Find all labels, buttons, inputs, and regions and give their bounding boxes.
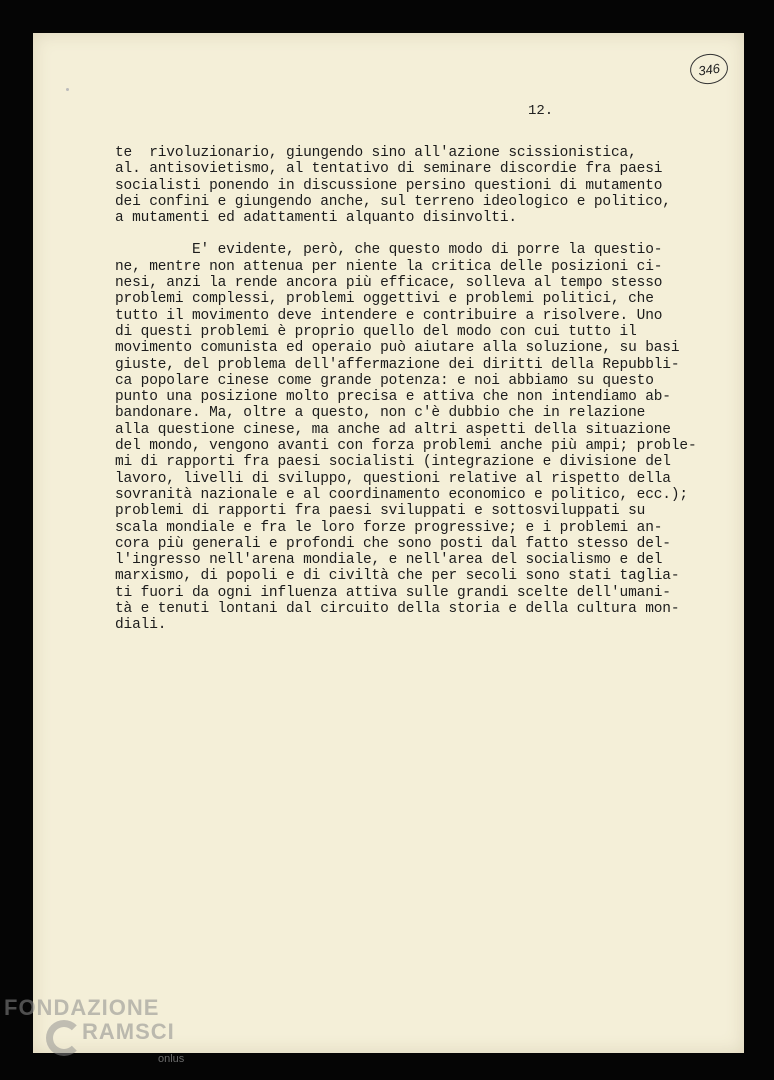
text-line: problemi di rapporti fra paesi sviluppati e sottosviluppati su (115, 503, 646, 520)
text-line: del mondo, vengono avanti con forza problemi anche più ampi; proble- (115, 438, 697, 455)
text-line: l'ingresso nell'arena mondiale, e nell'area del socialismo e del (115, 552, 663, 569)
text-line: problemi complessi, problemi oggettivi e problemi politici, che (115, 291, 654, 308)
watermark-line-1: FONDAZIONE (4, 995, 160, 1020)
text-line: a mutamenti ed adattamenti alquanto disinvolti. (115, 210, 517, 227)
text-line: bandonare. Ma, oltre a questo, non c'è dubbio che in relazione (115, 405, 646, 422)
page-number: 12. (528, 103, 554, 119)
text-line: marxismo, di popoli e di civiltà che per secoli sono stati taglia- (115, 568, 680, 585)
text-line: socialisti ponendo in discussione persino questioni di mutamento (115, 177, 663, 194)
text-line: al. antisovietismo, al tentativo di seminare discordie fra paesi (115, 161, 663, 178)
text-line: ti fuori da ogni influenza attiva sulle grandi scelte dell'umani- (115, 584, 671, 601)
text-line: di questi problemi è proprio quello del modo con cui tutto il (115, 323, 637, 340)
text-line: nesi, anzi la rende ancora più efficace, solleva al tempo stesso (115, 275, 663, 292)
paragraph-gap (115, 226, 695, 242)
watermark-line-2: RAMSCI (82, 1019, 175, 1044)
typed-text-body (115, 145, 695, 634)
archive-stamp: 346 (688, 52, 730, 87)
watermark-logo (4, 996, 175, 1044)
text-line: dei confini e giungendo anche, sul terreno ideologico e politico, (115, 193, 671, 210)
text-line: te rivoluzionario, giungendo sino all'azione scissionistica, (115, 145, 637, 161)
text-line: ne, mentre non attenua per niente la critica delle posizioni ci- (115, 258, 663, 275)
text-line: E' evidente, però, che questo modo di porre la questio- (115, 242, 663, 259)
text-line: movimento comunista ed operaio può aiutare alla soluzione, su basi (115, 340, 680, 357)
text-line: punto una posizione molto precisa e attiva che non intendiamo ab- (115, 389, 671, 406)
speck (66, 88, 69, 91)
text-line: scala mondiale e fra le loro forze progressive; e i problemi an- (115, 519, 663, 536)
text-line: cora più generali e profondi che sono posti dal fatto stesso del- (115, 535, 671, 552)
text-line: lavoro, livelli di sviluppo, questioni relative al rispetto della (115, 470, 671, 487)
text-line: tutto il movimento deve intendere e contribuire a risolvere. Uno (115, 307, 663, 324)
text-line: mi di rapporti fra paesi socialisti (integrazione e divisione del (115, 454, 671, 471)
text-line: tà e tenuti lontani dal circuito della storia e della cultura mon- (115, 601, 680, 618)
text-line: diali. (115, 617, 167, 634)
text-line: ca popolare cinese come grande potenza: e noi abbiamo su questo (115, 372, 654, 389)
watermark-onlus: onlus (158, 1053, 185, 1065)
text-line: giuste, del problema dell'affermazione dei diritti della Repubbli- (115, 356, 680, 373)
watermark-g-icon (46, 1020, 82, 1056)
text-line: sovranità nazionale e al coordinamento economico e politico, ecc.); (115, 486, 688, 503)
text-line: alla questione cinese, ma anche ad altri aspetti della situazione (115, 421, 671, 438)
